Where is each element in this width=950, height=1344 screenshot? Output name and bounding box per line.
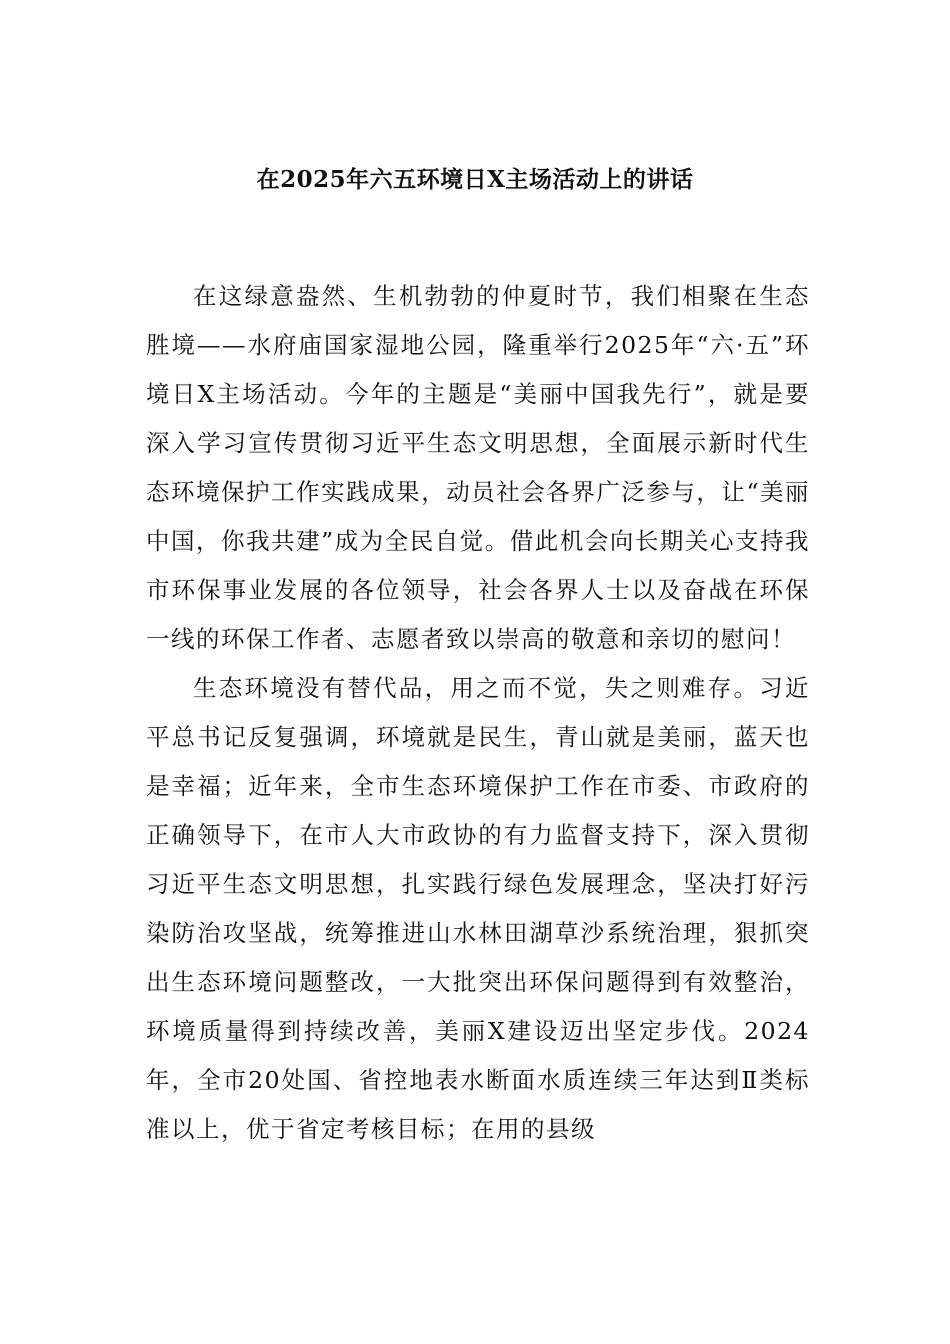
paragraph-1: 在这绿意盎然、生机勃勃的仲夏时节，我们相聚在生态胜境——水府庙国家湿地公园，隆重举行2025年“六·五”环境日X主场活动。今年的主题是“美丽中国我先行”，就是要深入学习宣传贯彻习近平生态文明思想，全面展示新时代生态环境保护工作实践成果，动员社会各界广泛参与，让“美丽中国，你我共建”成为全民自觉。借此机会向长期关心支持我市环保事业发展的各位领导，社会各界人士以及奋战在环保一线的环保工作者、志愿者致以崇高的敬意和亲切的慰问！ [146, 282, 810, 653]
paragraph-2: 生态环境没有替代品，用之而不觉，失之则难存。习近平总书记反复强调，环境就是民生，青山就是美丽，蓝天也是幸福；近年来，全市生态环境保护工作在市委、市政府的正确领导下，在市人大市政协的有力监督支持下，深入贯彻习近平生态文明思想，扎实践行绿色发展理念，坚决打好污染防治攻坚战，统筹推进山水林田湖草沙系统治理，狠抓突出生态环境问题整改，一大批突出环保问题得到有效整治，环境质量得到持续改善，美丽X建设迈出坚定步伐。2024年，全市20处国、省控地表水断面水质连续三年达到Ⅱ类标准以上，优于省定考核目标；在用的县级 [146, 674, 810, 1143]
document-body [146, 272, 810, 1154]
document-title: 在2025年六五环境日X主场活动上的讲话 [256, 166, 694, 193]
